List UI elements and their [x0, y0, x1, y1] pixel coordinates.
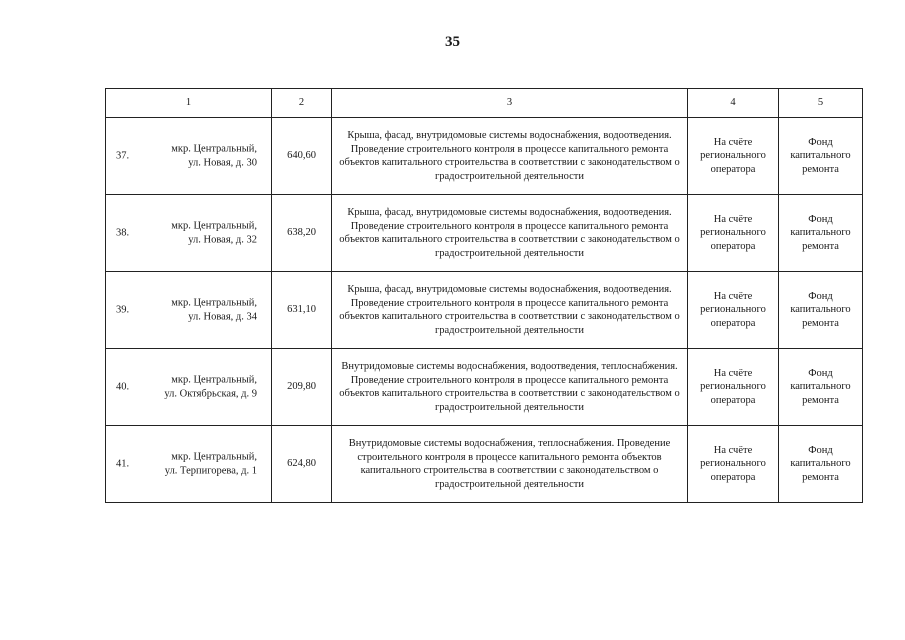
- address-line-1: мкр. Центральный,: [171, 220, 257, 232]
- repair-table: [105, 88, 863, 503]
- table-row: [106, 272, 863, 349]
- area-cell: 640,60: [272, 118, 332, 195]
- owner-cell: На счёте регионального оператора: [688, 118, 779, 195]
- table-row: [106, 349, 863, 426]
- area-cell: 209,80: [272, 349, 332, 426]
- fund-cell: Фонд капитального ремонта: [779, 349, 863, 426]
- work-cell: Внутридомовые системы водоснабжения, водоотведения, теплоснабжения. Проведение строительного контроля в процессе капитального ремонта объектов капитального строительства в соответствии с законодательством о градостроительной деятельности: [332, 349, 688, 426]
- address-line-1: мкр. Центральный,: [171, 297, 257, 309]
- address-line-2: ул. Новая, д. 34: [188, 311, 257, 322]
- column-header: 5: [779, 89, 863, 118]
- address-cell: [106, 349, 272, 426]
- address-line-1: мкр. Центральный,: [171, 451, 257, 463]
- address-cell: [106, 426, 272, 503]
- work-cell: Внутридомовые системы водоснабжения, теплоснабжения. Проведение строительного контроля в процессе капитального ремонта объектов капитального строительства в соответствии с законодательством о градостроительной деятельности: [332, 426, 688, 503]
- page-number: 35: [445, 34, 460, 50]
- address-line-2: ул. Октябрьская, д. 9: [164, 388, 257, 399]
- table-row: [106, 195, 863, 272]
- address: [171, 220, 257, 247]
- address-cell: [106, 272, 272, 349]
- column-header: 2: [272, 89, 332, 118]
- address: [165, 451, 257, 478]
- fund-cell: Фонд капитального ремонта: [779, 272, 863, 349]
- address-line-2: ул. Новая, д. 32: [188, 234, 257, 245]
- fund-cell: Фонд капитального ремонта: [779, 426, 863, 503]
- address: [164, 374, 257, 401]
- address: [171, 143, 257, 170]
- work-cell: Крыша, фасад, внутридомовые системы водоснабжения, водоотведения. Проведение строительного контроля в процессе капитального ремонта объектов капитального строительства в соответствии с законодательством о градостроительной деятельности: [332, 118, 688, 195]
- table-row: [106, 118, 863, 195]
- address-line-2: ул. Новая, д. 30: [188, 157, 257, 168]
- table-header-row: [106, 89, 863, 118]
- row-number: 39.: [116, 304, 130, 316]
- address-cell: [106, 195, 272, 272]
- column-header: 4: [688, 89, 779, 118]
- fund-cell: Фонд капитального ремонта: [779, 118, 863, 195]
- fund-cell: Фонд капитального ремонта: [779, 195, 863, 272]
- address-line-2: ул. Терпигорева, д. 1: [164, 465, 257, 476]
- work-cell: Крыша, фасад, внутридомовые системы водоснабжения, водоотведения. Проведение строительного контроля в процессе капитального ремонта объектов капитального строительства в соответствии с законодательством о градостроительной деятельности: [332, 272, 688, 349]
- work-cell: Крыша, фасад, внутридомовые системы водоснабжения, водоотведения. Проведение строительного контроля в процессе капитального ремонта объектов капитального строительства в соответствии с законодательством о градостроительной деятельности: [332, 195, 688, 272]
- address: [171, 297, 257, 324]
- area-cell: 624,80: [272, 426, 332, 503]
- column-header: 3: [332, 89, 688, 118]
- owner-cell: На счёте регионального оператора: [688, 272, 779, 349]
- area-cell: 638,20: [272, 195, 332, 272]
- row-number: 37.: [116, 150, 130, 162]
- column-header: 1: [106, 89, 272, 118]
- address-cell: [106, 118, 272, 195]
- area-cell: 631,10: [272, 272, 332, 349]
- owner-cell: На счёте регионального оператора: [688, 195, 779, 272]
- address-line-1: мкр. Центральный,: [171, 143, 257, 155]
- owner-cell: На счёте регионального оператора: [688, 426, 779, 503]
- row-number: 38.: [116, 227, 130, 239]
- row-number: 40.: [116, 381, 130, 393]
- table-row: [106, 426, 863, 503]
- row-number: 41.: [116, 458, 130, 470]
- address-line-1: мкр. Центральный,: [171, 374, 257, 386]
- owner-cell: На счёте регионального оператора: [688, 349, 779, 426]
